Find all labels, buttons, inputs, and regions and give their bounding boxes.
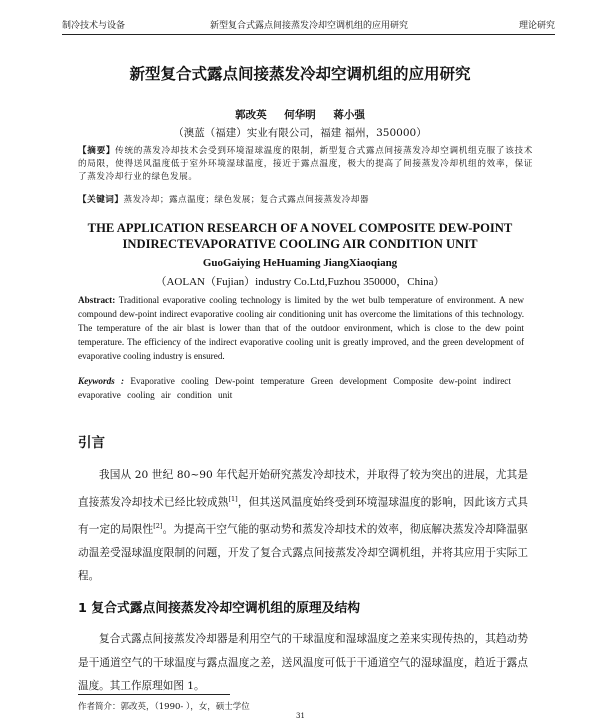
authors-cn: 郭改英 何华明 蒋小强 [235, 109, 365, 121]
citation-ref-2: [2] [153, 521, 163, 530]
affiliation-cn: （澳蓝（福建）实业有限公司，福建 福州，350000） [173, 127, 427, 139]
keywords-cn [78, 193, 369, 205]
citation-ref-1: [1] [228, 494, 238, 503]
keywords-en-label: Keywords : [78, 376, 125, 386]
author-footnote: 作者简介：郭改英，（1990- ），女，硕士学位 [78, 702, 250, 712]
title-en-line1: THE APPLICATION RESEARCH OF A NOVEL COMPOSITE DEW-POINT [87, 221, 513, 235]
abstract-cn [78, 145, 533, 185]
intro-text-b: ，但其送风温度始终受到环境湿球温度的影响，因此该方式具有一定的局限性 [78, 496, 529, 536]
intro-text-c: 。为提高干空气能的驱动势和蒸发冷却技术的效率，彻底解决蒸发冷却降温驱动温差受湿球温度限制的问题，开发了复合式露点间接蒸发冷却空调机组，并将其应用于实际工程。 [78, 523, 529, 583]
running-header [62, 18, 555, 35]
abstract-cn-text: 传统的蒸发冷却技术会受到环境湿球温度的限制，新型复合式露点间接蒸发冷却空调机组克服了该技术的局限，使得送风温度低于室外环境湿球温度，接近于露点温度，极大的提高了间接蒸发冷却机组的效率，保证了蒸发冷却行业的绿色发展。 [78, 146, 533, 183]
abstract-en-label: Abstract: [78, 295, 116, 305]
authors-en: GuoGaiying HeHuaming JiangXiaoqiang [202, 257, 398, 269]
section-heading-1: 1 复合式露点间接蒸发冷却空调机组的原理及结构 [78, 601, 361, 616]
keywords-cn-label: 【关键词】 [78, 195, 124, 205]
section-1-paragraph: 复合式露点间接蒸发冷却器是利用空气的干球温度和湿球温度之差来实现传热的，其趋动势是干通道空气的干球温度与露点温度之差，送风温度可低于干通道空气的湿球温度，趋近于露点温度。其工作原理如图 1。 [78, 633, 528, 693]
abstract-en [78, 293, 524, 363]
section-heading-intro: 引言 [78, 435, 105, 451]
abstract-cn-label: 【摘要】 [78, 146, 116, 156]
header-section-name: 理论研究 [518, 21, 555, 31]
title-en-line2: INDIRECTEVAPORATIVE COOLING AIR CONDITION UNIT [122, 237, 478, 251]
header-journal-name: 制冷技术与设备 [62, 21, 126, 31]
article-title-cn: 新型复合式露点间接蒸发冷却空调机组的应用研究 [129, 65, 471, 83]
header-article-title: 新型复合式露点间接蒸发冷却空调机组的应用研究 [210, 21, 409, 31]
keywords-cn-text: 蒸发冷却；露点温度；绿色发展；复合式露点间接蒸发冷却器 [123, 195, 370, 205]
affiliation-en: （AOLAN（Fujian）industry Co.Ltd,Fuzhou 350000，China） [155, 276, 445, 288]
keywords-en-text: Evaporative cooling Dew-point temperature Green development Composite dew-point indirect evaporative cooling air condition unit [78, 376, 511, 400]
page-number: 31 [296, 712, 305, 720]
intro-text-a: 我国从 20 世纪 80~90 年代起开始研究蒸发冷却技术，并取得了较为突出的进展，尤其是直接蒸发冷却技术已经比较成熟 [78, 469, 528, 509]
footnote-rule [78, 694, 230, 695]
intro-paragraph [78, 464, 528, 589]
abstract-en-text: Traditional evaporative cooling technology is limited by the wet bulb temperature of environment. A new compound dew-point indirect evaporative cooling air conditioning unit has overcome the limitations of this technology. The temperature of the air blast is lower than that of the outdoor environment, which is close to the dew point temperature. The efficiency of the indirect evaporative cooling unit is greatly improved, and the green development of evaporative cooling industry is ensured. [78, 295, 525, 361]
article-title-en [0, 220, 600, 252]
keywords-en [78, 375, 524, 402]
